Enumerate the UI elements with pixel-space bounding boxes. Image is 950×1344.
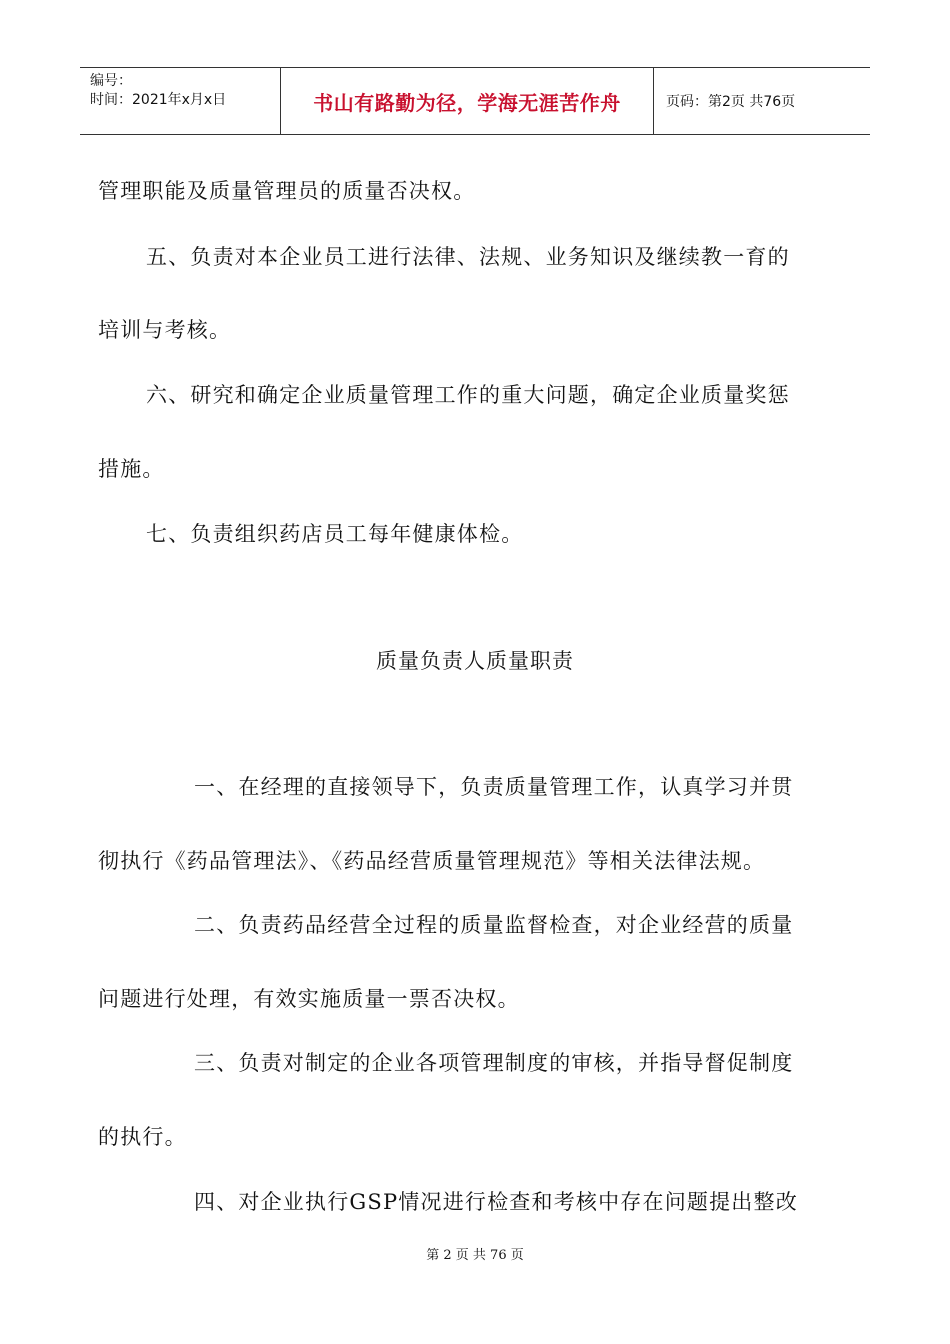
- header-motto: 书山有路勤为径，学海无涯苦作舟: [281, 68, 654, 134]
- paragraph-line: 六、研究和确定企业质量管理工作的重大问题，确定企业质量奖惩: [146, 383, 790, 407]
- paragraph-line: 四、对企业执行GSP情况进行检查和考核中存在问题提出整改: [194, 1190, 798, 1214]
- time-label: 时间：2021年x月x日: [90, 92, 227, 108]
- paragraph-line: 措施。: [98, 457, 165, 481]
- paragraph-line: 二、负责药品经营全过程的质量监督检查，对企业经营的质量: [194, 913, 794, 937]
- header-page-info: 页码：第2页 共76页: [666, 94, 796, 110]
- document-header: [80, 67, 870, 135]
- paragraph-line: 五、负责对本企业员工进行法律、法规、业务知识及继续教一育的: [146, 245, 790, 269]
- paragraph-line: 管理职能及质量管理员的质量否决权。: [98, 179, 476, 203]
- paragraph-line: 一、在经理的直接领导下，负责质量管理工作，认真学习并贯: [194, 775, 794, 799]
- paragraph-line: 彻执行《药品管理法》、《药品经营质量管理规范》等相关法律法规。: [98, 849, 766, 873]
- paragraph-line: 培训与考核。: [98, 318, 232, 342]
- number-label: 编号：: [90, 73, 132, 89]
- paragraph-line: 三、负责对制定的企业各项管理制度的审核，并指导督促制度: [194, 1051, 794, 1075]
- paragraph-line: 的执行。: [98, 1125, 187, 1149]
- section-title: 质量负责人质量职责: [376, 649, 574, 673]
- paragraph-line: 七、负责组织药店员工每年健康体检。: [146, 522, 524, 546]
- header-meta: [80, 68, 281, 134]
- paragraph-line: 问题进行处理，有效实施质量一票否决权。: [98, 987, 520, 1011]
- page-footer: 第 2 页 共 76 页: [426, 1248, 524, 1263]
